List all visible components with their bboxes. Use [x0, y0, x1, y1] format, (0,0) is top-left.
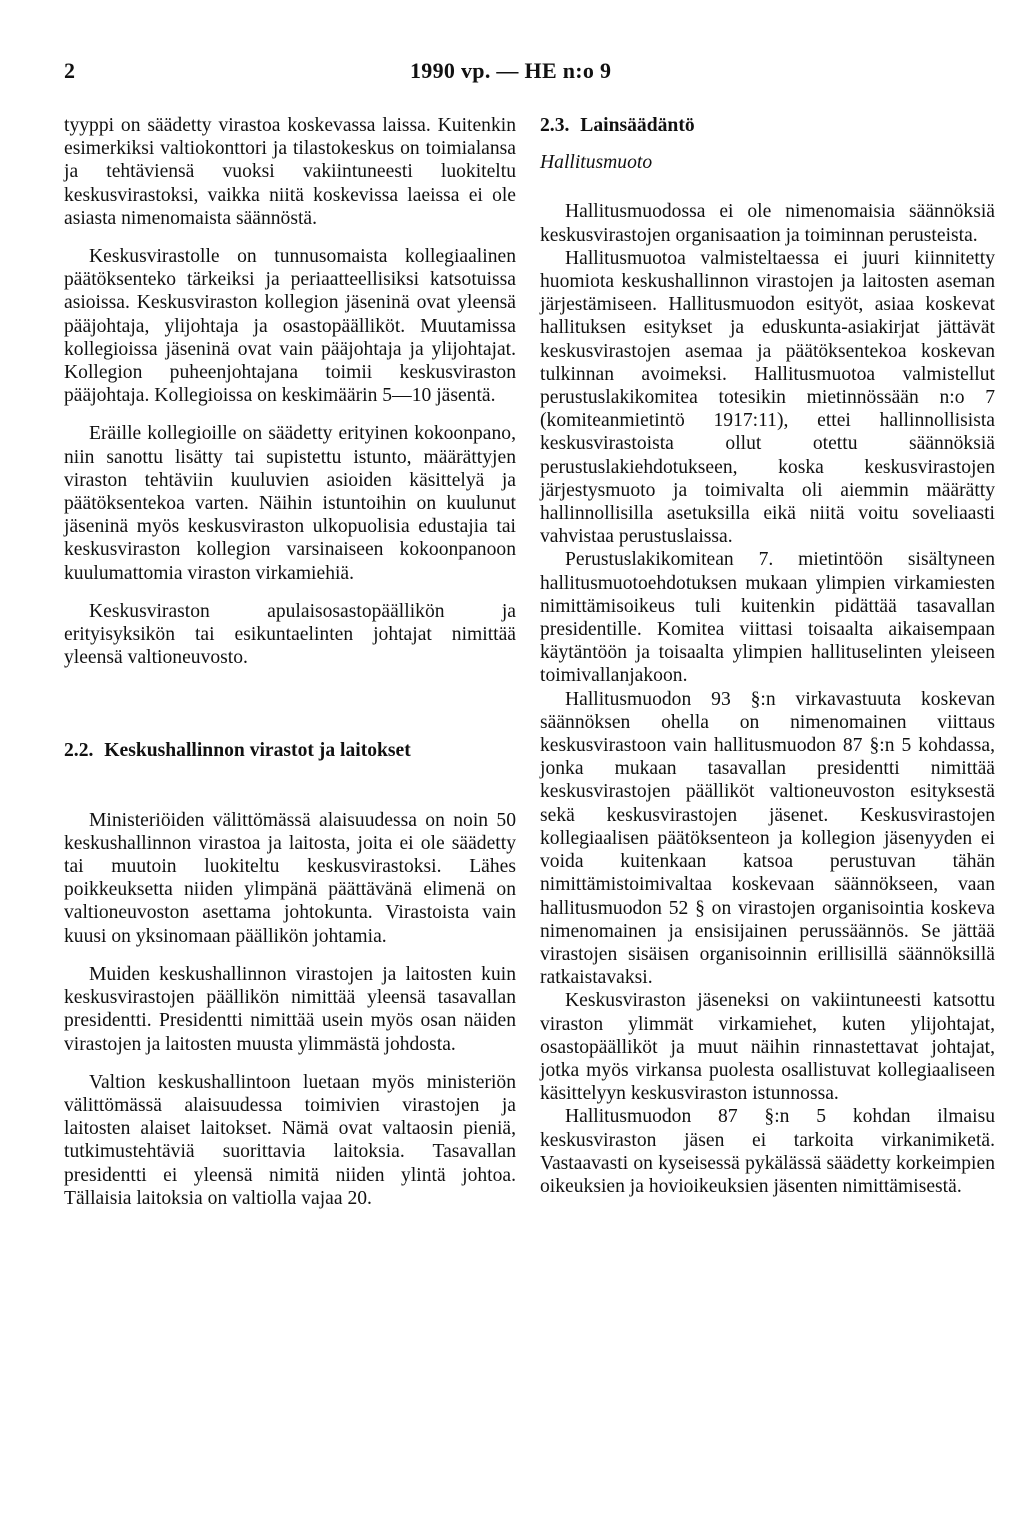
page-header	[0, 58, 1024, 88]
section-number: 2.3.	[540, 115, 570, 136]
section-title: Keskushallinnon virastot ja laitokset	[104, 740, 411, 762]
paragraph: Hallitusmuodon 87 §:n 5 kohdan ilmaisu keskusviraston jäsen ei tarkoita virkanimiketä. Vastaavasti on kyseisessä pykälässä säädetty korkeimpien oikeuksien ja hovioikeuksien jäsenten nimittämisestä.	[540, 1106, 995, 1197]
right-column	[540, 114, 995, 1198]
paragraph: Ministeriöiden välittömässä alaisuudessa on noin 50 keskushallinnon virastoa ja laitosta, joita ei ole säädetty tai muutoin luokiteltu keskusvirastoksi. Lähes poikkeuksetta niiden ylimpänä päättävänä elimenä on valtioneuvoston asettama johtokunta. Virastoista vain kuusi on yksinomaan päällikön johtamia.	[64, 809, 516, 947]
section-number: 2.2.	[64, 740, 94, 762]
paragraph: Valtion keskushallintoon luetaan myös ministeriön välittömässä alaisuudessa toimivien virastojen ja laitosten alaiset laitokset. Nämä ovat valtaosin pieniä, tutkimustehtäviä suorittavia laitoksia. Tasavallan presidentti ei yleensä nimitä niiden ylintä johtoa. Tällaisia laitoksia on valtiolla vajaa 20.	[64, 1071, 516, 1209]
paragraph: Hallitusmuodossa ei ole nimenomaisia säännöksiä keskusvirastojen organisaation ja toiminnan perusteista.	[540, 201, 995, 246]
paragraph: tyyppi on säädetty virastoa koskevassa laissa. Kuitenkin esimerkiksi valtiokonttori ja tilastokeskus on toimialansa ja tehtäviensä vuoksi vakiintuneesti luokiteltu keskusvirastoksi, vaikka niitä koskevissa laeissa ei ole asiasta nimenomaista säännöstä.	[64, 115, 516, 229]
paragraph: Keskusviraston jäseneksi on vakiintuneesti katsottu viraston ylimmät virkamiehet, kuten ylijohtajat, osastopäälliköt ja muut näihin rinnastettavat johtajat, jotka myös virkansa puolesta osallistuvat kollegiaaliseen käsittelyyn keskusviraston istunnossa.	[540, 990, 995, 1105]
paragraph: Keskusvirastolle on tunnusomaista kollegiaalinen päätöksenteko tärkeiksi ja periaatteellisiksi katsotuissa asioissa. Keskusviraston kollegion jäseninä ovat yleensä pääjohtaja, ylijohtaja ja osastopäälliköt. Muutamissa kollegioissa jäseninä ovat vain pääjohtaja ja ylijohtajat. Kollegion puheenjohtajana toimii keskusviraston pääjohtaja. Kollegioissa on keskimäärin 5—10 jäsentä.	[64, 246, 516, 407]
page-number: 2	[64, 58, 75, 83]
paragraph: Hallitusmuodon 93 §:n virkavastuuta koskevan säännöksen ohella on nimenomainen viittaus keskusvirastoon vain hallitusmuodon 87 §:n 5 kohdassa, jonka mukaan tasavallan presidentti nimittää keskusvirastojen päälliköt valtioneuvoston esityksestä sekä keskusvirastojen jäsenet. Keskusvirastojen kollegiaalisen päätöksenteon ja kollegion jäsenyyden ei voida kuitenkaan katsoa perustuvan tähän nimittämistoimivaltaa koskevaan säännökseen, vaan hallitusmuodon 52 § on virastojen organisointia koskeva nimenomainen ja ensisijainen perussäännös. Se jättää virastojen sisäisen organisoinnin erillisillä säännöksillä ratkaistavaksi.	[540, 688, 995, 989]
paragraph: Eräille kollegioille on säädetty erityinen kokoonpano, niin sanottu lisätty tai supistettu istunto, määrättyjen viraston tehtäviin kuuluvien asioiden käsittelyä ja päätöksentekoa varten. Näihin istuntoihin on kuulunut jäseninä myös keskusviraston ulkopuolisia edustajia tai keskusviraston kollegion varsinaiseen kokoonpanoon kuulumattomia viraston virkamiehiä.	[64, 423, 516, 584]
paragraph: Keskusviraston apulaisosastopäällikön ja erityisyksikön tai esikuntaelinten johtajat nimittää yleensä valtioneuvosto.	[64, 600, 516, 669]
paragraph: Hallitusmuotoa valmisteltaessa ei juuri kiinnitetty huomiota keskushallinnon virastojen ja laitosten aseman järjestämiseen. Hallitusmuodon esityöt, asiaa koskevat hallituksen esitykset ja eduskunta-asiakirjat jättävät keskusvirastojen asemaa ja päätöksentekoa koskevan tulkinnan avoimeksi. Hallitusmuotoa valmistellut perustuslakikomitea totesikin mietinnössään n:o 7 (komiteanmietintö 1917:11), ettei hallinnollisista keskusvirastoista ollut otettu säännöksiä perustuslakiehdotukseen, koska keskusvirastojen järjestysmuoto ja toimivalta oli aiemmin määrätty hallinnollisilla asetuksilla eikä niitä voitu soveliaasti vahvistaa perustuslaissa.	[540, 247, 995, 548]
subsection-heading: Hallitusmuoto	[540, 152, 653, 174]
section-heading-2-3	[540, 114, 995, 137]
section-title: Lainsäädäntö	[580, 115, 695, 136]
paragraph: Muiden keskushallinnon virastojen ja laitosten kuin keskusvirastojen päällikön nimittää yleensä tasavallan presidentti. Presidentti nimittää usein myös osan näiden virastojen ja laitosten muusta ylimmästä johdosta.	[64, 963, 516, 1055]
left-column	[64, 114, 516, 1225]
section-heading-2-2	[64, 739, 516, 762]
running-title: 1990 vp. — HE n:o 9	[410, 58, 612, 83]
paragraph: Perustuslakikomitean 7. mietintöön sisältyneen hallitusmuotoehdotuksen mukaan ylimpien virkamiesten nimittämisoikeus tuli kuitenkin pidättää tasavallan presidentille. Komitea viittasi toisaalta aikaisempaan käytäntöön ja toisaalta ylimpien hallituselinten yleiseen toimivallanjakoon.	[540, 549, 995, 687]
